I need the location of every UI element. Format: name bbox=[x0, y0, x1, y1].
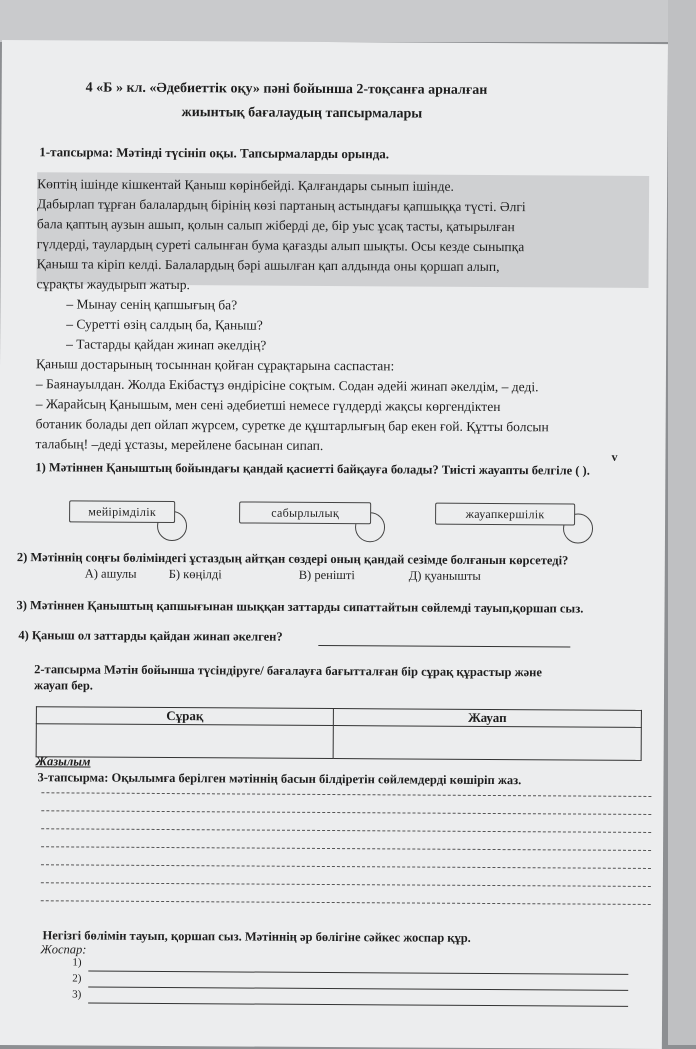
question-2: 2) Мәтіннің соңғы бөліміндегі ұстаздың айтқан сөздері оның қандай сезімде болғанын көрсетеді? bbox=[16, 550, 569, 568]
passage-line: Көптің ішінде кішкентай Қаныш көрінбейді. Қалғандары сынып ішінде. bbox=[37, 176, 454, 194]
task3-heading: 3-тапсырма: Оқылымға берілген мәтіннің басын білдіретін сөйлемдерді көшіріп жаз. bbox=[37, 770, 522, 788]
writing-line[interactable] bbox=[41, 828, 651, 833]
plan-line-2[interactable] bbox=[88, 987, 628, 991]
worksheet-page bbox=[0, 40, 668, 1049]
plan-label: Жоспар: bbox=[40, 942, 87, 957]
answer-cell[interactable] bbox=[333, 726, 641, 761]
col-question: Сұрақ bbox=[36, 707, 333, 726]
background-top bbox=[0, 0, 696, 42]
task2-line-1: 2-тапсырма Мәтін бойынша түсіндіруге/ бағалауға бағытталған бір сұрақ құрастыр және bbox=[34, 662, 543, 680]
writing-line[interactable] bbox=[41, 792, 651, 797]
question-3: 3) Мәтіннен Қаныштың қапшығынан шыққан заттарды сипаттайтын сөйлемді тауып,қоршап сыз. bbox=[16, 598, 584, 616]
dialogue-line: – Суретті өзің салдың ба, Қаныш? bbox=[66, 316, 263, 333]
passage-line: Қаныш та кіріп келді. Балалардың бәрі ашылған қап алдында оны қоршап алып, bbox=[36, 256, 500, 275]
plan-item-1: 1) bbox=[72, 956, 82, 969]
question-answer-table bbox=[36, 706, 642, 761]
plan-heading: Негізгі бөлімін тауып, қоршап сыз. Мәтіннің әр бөлігіне сәйкес жоспар құр. bbox=[42, 928, 471, 945]
writing-label: Жазылым bbox=[35, 754, 91, 769]
passage-line: сұрақты жаудырып жатыр. bbox=[36, 276, 190, 293]
task2-line-2: жауап бер. bbox=[34, 678, 93, 693]
plan-item-2: 2) bbox=[72, 972, 82, 985]
writing-line[interactable] bbox=[41, 810, 651, 815]
passage-line: талабың! –деді ұстазы, мерейлене басынан сипап. bbox=[35, 436, 324, 453]
question-1: 1) Мәтіннен Қаныштың бойындағы қандай қасиетті байқауға болады? Тиісті жауапты белгіле ( ). bbox=[35, 460, 590, 478]
writing-line[interactable] bbox=[41, 864, 651, 869]
passage-line: Дабырлап тұрған балалардың бірінің көзі партаның астындағы қапшыққа түсті. Әлгі bbox=[36, 196, 526, 215]
check-mark: v bbox=[611, 449, 618, 464]
option-box-3[interactable]: жауапкершілік bbox=[435, 503, 575, 526]
dialogue-line: – Мынау сенің қапшығың ба? bbox=[66, 296, 238, 313]
q2-option-b[interactable]: Б) көңілді bbox=[168, 567, 222, 582]
dialogue-line: – Тастарды қайдан жинап әкелдің? bbox=[66, 336, 267, 353]
passage bbox=[35, 174, 550, 457]
passage-line: – Жарайсың Қанышым, мен сені әдебиетші немесе гүлдерді жақсы көргендіктен bbox=[35, 396, 501, 415]
plan-line-3[interactable] bbox=[88, 1003, 628, 1007]
passage-line: – Баянауылдан. Жолда Екібастұз өндірісіне соқтым. Содан әдейі жинап әкелдім, – деді. bbox=[35, 376, 539, 395]
question-4: 4) Қаныш ол заттарды қайдан жинап әкелген? bbox=[18, 628, 283, 644]
passage-line: Қаныш достарының тосыннан қойған сұрақтарына саспастан: bbox=[35, 356, 395, 374]
writing-line[interactable] bbox=[41, 882, 651, 887]
writing-line[interactable] bbox=[41, 846, 651, 851]
writing-line[interactable] bbox=[41, 900, 651, 905]
passage-line: ботаник болады деп ойлап жүрсем, суретке де құштарлығың бар екен ғой. Құтты болсын bbox=[35, 416, 549, 435]
background-right bbox=[668, 0, 696, 1045]
dialogue bbox=[36, 294, 549, 357]
q2-option-a[interactable]: А) ашулы bbox=[84, 566, 137, 581]
plan-line-1[interactable] bbox=[88, 971, 628, 975]
passage-line: гүлдерді, таулардың суреті салынған бума қағазды алып шықты. Осы кезде сыныпқа bbox=[36, 236, 525, 255]
title-line-1: 4 «Б » кл. «Әдебиеттік оқу» пәні бойынша 2-тоқсанға арналған bbox=[85, 80, 488, 98]
answer-line-q4[interactable] bbox=[318, 645, 570, 648]
question-cell[interactable] bbox=[36, 724, 333, 759]
title-line-2: жиынтық бағалаудың тапсырмалары bbox=[181, 105, 423, 122]
q2-option-d[interactable]: Д) қуанышты bbox=[408, 568, 481, 583]
passage-line: бала қаптың аузын ашып, қолын салып жіберді де, бір уыс ұсақ тасты, қатырылған bbox=[36, 216, 515, 235]
col-answer: Жауап bbox=[333, 709, 641, 728]
option-box-1[interactable]: мейірімділік bbox=[69, 500, 175, 523]
option-box-2[interactable]: сабырлылық bbox=[239, 501, 371, 524]
q2-option-c[interactable]: В) ренішті bbox=[298, 567, 355, 583]
task1-heading: 1-тапсырма: Мәтінді түсініп оқы. Тапсырмаларды орында. bbox=[39, 144, 390, 162]
plan-item-3: 3) bbox=[72, 988, 82, 1001]
